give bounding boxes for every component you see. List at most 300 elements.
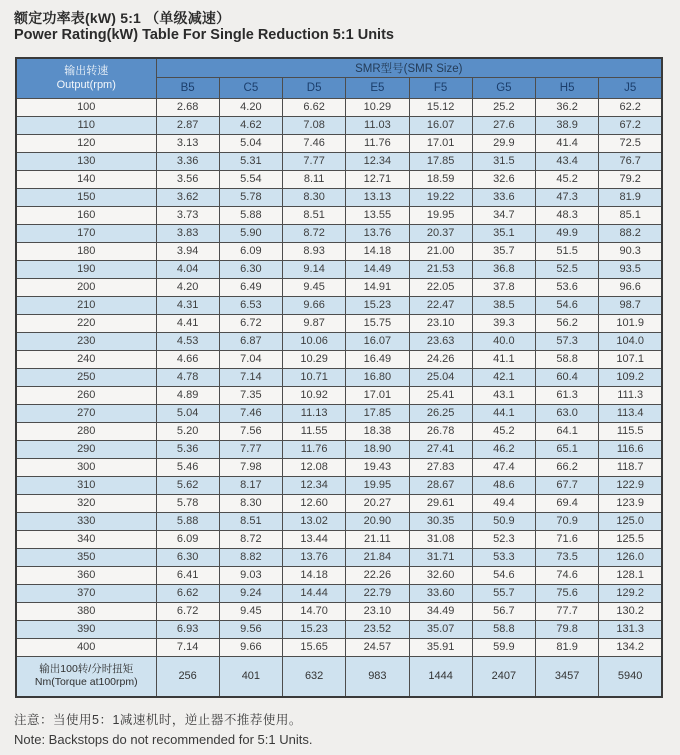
rating-cell: 6.62 [156,584,219,602]
rating-cell: 38.9 [536,116,599,134]
rating-cell: 35.91 [409,638,472,656]
rpm-cell: 250 [16,368,156,386]
size-column-header-g5: G5 [472,77,535,98]
table-row [16,386,662,404]
rating-cell: 15.12 [409,98,472,116]
rating-cell: 107.1 [599,350,662,368]
rpm-cell: 300 [16,458,156,476]
rating-cell: 130.2 [599,602,662,620]
rating-cell: 85.1 [599,206,662,224]
rating-cell: 6.30 [156,548,219,566]
rating-cell: 22.26 [346,566,409,584]
rating-cell: 41.4 [536,134,599,152]
rating-cell: 93.5 [599,260,662,278]
rating-cell: 43.1 [472,386,535,404]
torque-label [16,656,156,697]
rpm-cell: 240 [16,350,156,368]
rating-cell: 69.4 [536,494,599,512]
output-header-en: Output(rpm) [56,79,116,92]
rating-cell: 27.6 [472,116,535,134]
rating-cell: 5.20 [156,422,219,440]
rating-cell: 67.7 [536,476,599,494]
rating-cell: 5.90 [219,224,282,242]
rating-cell: 40.0 [472,332,535,350]
rating-cell: 19.22 [409,188,472,206]
rating-cell: 7.77 [219,440,282,458]
rating-cell: 125.5 [599,530,662,548]
torque-value-cell: 632 [283,656,346,697]
rpm-cell: 360 [16,566,156,584]
rating-cell: 4.78 [156,368,219,386]
rpm-cell: 390 [16,620,156,638]
rating-cell: 7.04 [219,350,282,368]
rating-cell: 9.87 [283,314,346,332]
rpm-cell: 260 [16,386,156,404]
rating-cell: 81.9 [599,188,662,206]
rating-cell: 13.76 [346,224,409,242]
rating-cell: 48.6 [472,476,535,494]
rating-cell: 12.34 [283,476,346,494]
rating-cell: 15.75 [346,314,409,332]
rating-cell: 88.2 [599,224,662,242]
rating-cell: 58.8 [472,620,535,638]
table-row [16,476,662,494]
rating-cell: 4.41 [156,314,219,332]
rating-cell: 3.94 [156,242,219,260]
output-header-zh: 输出转速 [64,65,109,78]
rpm-cell: 320 [16,494,156,512]
rating-cell: 50.9 [472,512,535,530]
rating-cell: 12.60 [283,494,346,512]
rating-cell: 17.01 [346,386,409,404]
rating-cell: 38.5 [472,296,535,314]
rating-cell: 4.20 [156,278,219,296]
rating-cell: 8.51 [219,512,282,530]
table-row [16,494,662,512]
rating-cell: 27.41 [409,440,472,458]
rating-cell: 31.5 [472,152,535,170]
rpm-cell: 100 [16,98,156,116]
rating-cell: 128.1 [599,566,662,584]
table-row [16,440,662,458]
rating-cell: 51.5 [536,242,599,260]
table-row [16,530,662,548]
rating-cell: 33.6 [472,188,535,206]
rating-cell: 16.80 [346,368,409,386]
rating-cell: 33.60 [409,584,472,602]
rating-cell: 27.83 [409,458,472,476]
rating-cell: 5.31 [219,152,282,170]
rating-cell: 11.55 [283,422,346,440]
rating-cell: 6.87 [219,332,282,350]
rating-cell: 45.2 [472,422,535,440]
rating-cell: 71.6 [536,530,599,548]
table-row [16,116,662,134]
rating-cell: 5.78 [156,494,219,512]
rating-cell: 7.14 [156,638,219,656]
rating-cell: 14.91 [346,278,409,296]
rating-cell: 8.93 [283,242,346,260]
rating-cell: 8.82 [219,548,282,566]
rating-cell: 129.2 [599,584,662,602]
rating-cell: 13.55 [346,206,409,224]
rating-cell: 79.8 [536,620,599,638]
rating-cell: 20.27 [346,494,409,512]
rating-cell: 77.7 [536,602,599,620]
rating-cell: 24.57 [346,638,409,656]
table-row [16,584,662,602]
rating-cell: 5.78 [219,188,282,206]
rating-cell: 81.9 [536,638,599,656]
rating-cell: 17.85 [409,152,472,170]
rating-cell: 14.18 [283,566,346,584]
rating-cell: 8.72 [283,224,346,242]
rating-cell: 29.9 [472,134,535,152]
rating-cell: 23.10 [346,602,409,620]
rating-cell: 67.2 [599,116,662,134]
torque-label-en: Nm(Torque at100rpm) [34,676,138,689]
table-header [16,58,662,98]
torque-value-cell: 2407 [472,656,535,697]
output-rpm-header [16,58,156,98]
torque-value-cell: 5940 [599,656,662,697]
rating-cell: 44.1 [472,404,535,422]
rating-cell: 42.1 [472,368,535,386]
rating-cell: 98.7 [599,296,662,314]
page-title-zh: 额定功率表(kW) 5:1 （单级减速） [14,10,231,26]
rating-cell: 5.46 [156,458,219,476]
rating-cell: 58.8 [536,350,599,368]
rating-cell: 25.04 [409,368,472,386]
rating-cell: 113.4 [599,404,662,422]
rating-cell: 14.49 [346,260,409,278]
rating-cell: 48.3 [536,206,599,224]
rating-cell: 90.3 [599,242,662,260]
rating-cell: 35.07 [409,620,472,638]
rating-cell: 12.71 [346,170,409,188]
table-row [16,152,662,170]
rpm-cell: 380 [16,602,156,620]
rpm-cell: 230 [16,332,156,350]
rating-cell: 23.52 [346,620,409,638]
rating-cell: 7.08 [283,116,346,134]
rating-cell: 4.20 [219,98,282,116]
rating-cell: 101.9 [599,314,662,332]
note-zh: 注意：当使用5：1减速机时，逆止器不推荐使用。 [14,713,302,727]
rpm-cell: 130 [16,152,156,170]
table-row [16,188,662,206]
rating-cell: 11.76 [346,134,409,152]
rating-cell: 17.01 [409,134,472,152]
rating-cell: 9.24 [219,584,282,602]
rpm-cell: 310 [16,476,156,494]
rating-cell: 45.2 [536,170,599,188]
rating-cell: 4.66 [156,350,219,368]
rating-cell: 4.04 [156,260,219,278]
power-rating-table [15,57,663,698]
rating-cell: 3.83 [156,224,219,242]
rating-cell: 8.51 [283,206,346,224]
table-row [16,458,662,476]
rating-cell: 11.13 [283,404,346,422]
rating-cell: 6.72 [156,602,219,620]
rpm-cell: 400 [16,638,156,656]
rating-cell: 22.47 [409,296,472,314]
table-row [16,368,662,386]
rating-cell: 56.2 [536,314,599,332]
size-column-header-e5: E5 [346,77,409,98]
note-en: Note: Backstops do not recommended for 5:1 Units. [14,732,313,747]
torque-value-cell: 256 [156,656,219,697]
rating-cell: 65.1 [536,440,599,458]
rating-cell: 13.76 [283,548,346,566]
rating-cell: 16.07 [409,116,472,134]
rating-cell: 5.88 [219,206,282,224]
footnotes [14,710,312,747]
table-row [16,170,662,188]
table-row [16,620,662,638]
rpm-cell: 270 [16,404,156,422]
table-row [16,260,662,278]
rating-cell: 47.4 [472,458,535,476]
rpm-cell: 200 [16,278,156,296]
torque-value-cell: 983 [346,656,409,697]
page-title-en: Power Rating(kW) Table For Single Reduction 5:1 Units [14,27,394,43]
rating-cell: 9.66 [283,296,346,314]
rating-cell: 72.5 [599,134,662,152]
rating-cell: 5.88 [156,512,219,530]
rating-cell: 111.3 [599,386,662,404]
table-row [16,242,662,260]
torque-row [16,656,662,697]
rating-cell: 16.07 [346,332,409,350]
rating-cell: 14.70 [283,602,346,620]
table-row [16,350,662,368]
rating-cell: 34.7 [472,206,535,224]
rating-cell: 49.9 [536,224,599,242]
rating-cell: 26.25 [409,404,472,422]
rpm-cell: 110 [16,116,156,134]
torque-label-zh: 输出100转/分时扭矩 [39,663,134,676]
rating-cell: 3.62 [156,188,219,206]
rating-cell: 47.3 [536,188,599,206]
rating-cell: 19.95 [346,476,409,494]
rating-cell: 18.90 [346,440,409,458]
rating-cell: 2.87 [156,116,219,134]
rating-cell: 122.9 [599,476,662,494]
rating-cell: 26.78 [409,422,472,440]
rating-cell: 11.03 [346,116,409,134]
rating-cell: 52.5 [536,260,599,278]
rpm-cell: 170 [16,224,156,242]
rating-cell: 36.8 [472,260,535,278]
rating-cell: 53.3 [472,548,535,566]
rating-cell: 18.59 [409,170,472,188]
rating-cell: 49.4 [472,494,535,512]
rating-cell: 22.79 [346,584,409,602]
rating-cell: 9.66 [219,638,282,656]
table-row [16,602,662,620]
rating-cell: 24.26 [409,350,472,368]
rpm-cell: 150 [16,188,156,206]
rating-cell: 21.84 [346,548,409,566]
rating-cell: 23.10 [409,314,472,332]
rating-cell: 9.14 [283,260,346,278]
rating-cell: 11.76 [283,440,346,458]
rating-cell: 8.11 [283,170,346,188]
rating-cell: 55.7 [472,584,535,602]
rating-cell: 20.90 [346,512,409,530]
table-row [16,134,662,152]
rating-cell: 14.44 [283,584,346,602]
rating-cell: 61.3 [536,386,599,404]
rating-cell: 10.29 [346,98,409,116]
rating-cell: 123.9 [599,494,662,512]
rating-cell: 23.63 [409,332,472,350]
rating-cell: 15.23 [346,296,409,314]
rating-cell: 7.46 [219,404,282,422]
rpm-cell: 280 [16,422,156,440]
rating-cell: 4.62 [219,116,282,134]
rpm-cell: 220 [16,314,156,332]
rating-cell: 9.03 [219,566,282,584]
rating-cell: 115.5 [599,422,662,440]
rating-cell: 22.05 [409,278,472,296]
rating-cell: 7.56 [219,422,282,440]
rating-cell: 6.72 [219,314,282,332]
rating-cell: 2.68 [156,98,219,116]
table-row [16,278,662,296]
rating-cell: 32.6 [472,170,535,188]
rating-cell: 5.54 [219,170,282,188]
rating-cell: 34.49 [409,602,472,620]
rating-cell: 4.53 [156,332,219,350]
rating-cell: 109.2 [599,368,662,386]
rating-cell: 6.30 [219,260,282,278]
rating-cell: 131.3 [599,620,662,638]
rating-cell: 10.06 [283,332,346,350]
rating-cell: 6.49 [219,278,282,296]
torque-value-cell: 3457 [536,656,599,697]
rating-cell: 25.41 [409,386,472,404]
rating-cell: 46.2 [472,440,535,458]
rating-cell: 10.71 [283,368,346,386]
rating-cell: 32.60 [409,566,472,584]
size-column-header-d5: D5 [283,77,346,98]
rating-cell: 54.6 [472,566,535,584]
rating-cell: 17.85 [346,404,409,422]
rating-cell: 9.45 [219,602,282,620]
rating-cell: 12.34 [346,152,409,170]
rating-cell: 29.61 [409,494,472,512]
table-row [16,566,662,584]
size-column-header-h5: H5 [536,77,599,98]
rating-cell: 36.2 [536,98,599,116]
table-row [16,512,662,530]
rating-cell: 63.0 [536,404,599,422]
rating-cell: 3.73 [156,206,219,224]
rating-cell: 56.7 [472,602,535,620]
rating-cell: 25.2 [472,98,535,116]
torque-value-cell: 1444 [409,656,472,697]
table-row [16,638,662,656]
rating-cell: 60.4 [536,368,599,386]
rating-cell: 104.0 [599,332,662,350]
rating-cell: 41.1 [472,350,535,368]
rpm-cell: 180 [16,242,156,260]
rating-cell: 73.5 [536,548,599,566]
rating-cell: 30.35 [409,512,472,530]
rating-cell: 8.72 [219,530,282,548]
rating-cell: 13.44 [283,530,346,548]
rating-cell: 9.56 [219,620,282,638]
rating-cell: 4.31 [156,296,219,314]
rating-cell: 9.45 [283,278,346,296]
rating-cell: 8.17 [219,476,282,494]
table-row [16,206,662,224]
table-row [16,404,662,422]
rating-cell: 57.3 [536,332,599,350]
rating-cell: 31.71 [409,548,472,566]
rating-cell: 6.09 [219,242,282,260]
rating-cell: 43.4 [536,152,599,170]
rpm-cell: 210 [16,296,156,314]
rating-cell: 118.7 [599,458,662,476]
size-column-header-b5: B5 [156,77,219,98]
rating-cell: 13.02 [283,512,346,530]
size-column-header-f5: F5 [409,77,472,98]
rating-cell: 52.3 [472,530,535,548]
rating-cell: 5.04 [219,134,282,152]
rating-cell: 64.1 [536,422,599,440]
rpm-cell: 370 [16,584,156,602]
rating-cell: 74.6 [536,566,599,584]
rating-cell: 13.13 [346,188,409,206]
rating-cell: 6.53 [219,296,282,314]
rating-cell: 31.08 [409,530,472,548]
rating-cell: 21.11 [346,530,409,548]
rating-cell: 21.00 [409,242,472,260]
rating-cell: 35.1 [472,224,535,242]
smr-header-row [16,58,662,77]
rating-cell: 35.7 [472,242,535,260]
rating-cell: 7.98 [219,458,282,476]
rating-cell: 6.62 [283,98,346,116]
table-row [16,422,662,440]
rating-cell: 134.2 [599,638,662,656]
rating-cell: 3.36 [156,152,219,170]
rating-cell: 54.6 [536,296,599,314]
rating-cell: 75.6 [536,584,599,602]
torque-value-cell: 401 [219,656,282,697]
table-row [16,314,662,332]
rating-cell: 18.38 [346,422,409,440]
rating-cell: 15.23 [283,620,346,638]
size-column-header-j5: J5 [599,77,662,98]
table-body [16,98,662,697]
rating-cell: 16.49 [346,350,409,368]
rating-cell: 20.37 [409,224,472,242]
rating-cell: 10.92 [283,386,346,404]
rpm-cell: 140 [16,170,156,188]
size-column-header-c5: C5 [219,77,282,98]
rating-cell: 7.14 [219,368,282,386]
rating-cell: 7.35 [219,386,282,404]
rating-cell: 96.6 [599,278,662,296]
rating-cell: 8.30 [283,188,346,206]
rating-cell: 4.89 [156,386,219,404]
table-row [16,332,662,350]
